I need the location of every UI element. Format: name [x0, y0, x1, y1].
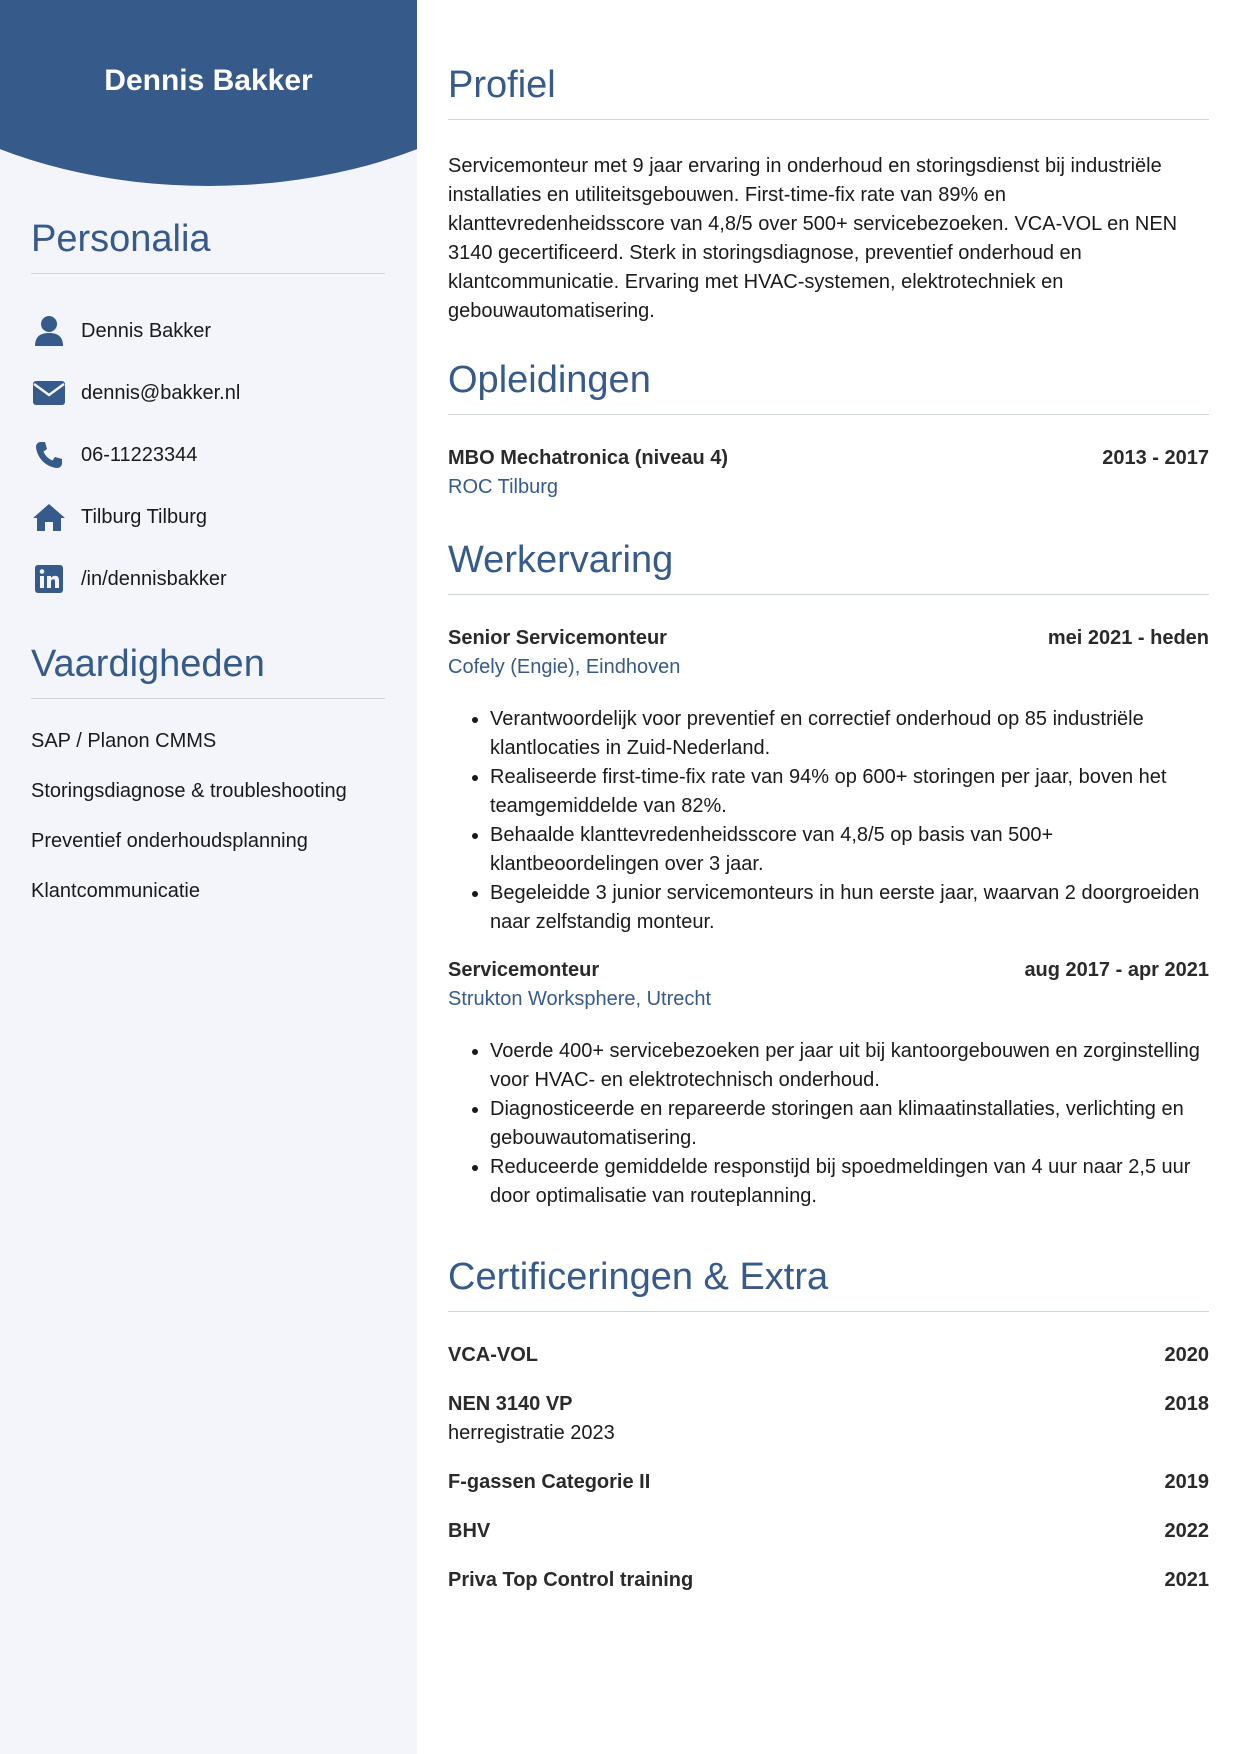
contact-name-text: Dennis Bakker: [81, 319, 212, 342]
experience-header: [448, 627, 1209, 650]
experience-period: aug 2017 - apr 2021: [1024, 959, 1209, 981]
experience-entry: [448, 959, 1209, 1211]
sidebar: [0, 0, 417, 1754]
skill-item: Klantcommunicatie: [31, 880, 200, 902]
cert-entry: [448, 1569, 1209, 1592]
experience-section: [448, 539, 1209, 1211]
cert-name: F-gassen Categorie II: [448, 1471, 651, 1493]
contact-linkedin-text[interactable]: /in/dennisbakker: [81, 567, 227, 590]
experience-company: Cofely (Engie), Eindhoven: [448, 656, 681, 678]
profile-section: [448, 64, 1209, 326]
education-period: 2013 - 2017: [1102, 447, 1209, 469]
personalia-title: Personalia: [31, 218, 385, 274]
education-degree: MBO Mechatronica (niveau 4): [448, 447, 729, 469]
bullet-item: • Behaalde klanttevredenheidsscore van 4,8/5 op basis van 500+ klantbeoordelingen over 3 jaar.: [490, 821, 1209, 879]
home-icon: [31, 499, 67, 535]
cert-name: BHV: [448, 1520, 491, 1542]
bullet-item: • Realiseerde first-time-fix rate van 94% op 600+ storingen per jaar, boven het teamgemiddelde van 82%.: [490, 763, 1209, 821]
cert-name: Priva Top Control training: [448, 1569, 694, 1591]
cert-year: 2021: [1164, 1569, 1209, 1591]
skill-item: Storingsdiagnose & troubleshooting: [31, 780, 347, 802]
skills-title: Vaardigheden: [31, 643, 385, 699]
cert-name: VCA-VOL: [448, 1344, 538, 1366]
experience-role: Servicemonteur: [448, 959, 600, 981]
experience-entry: [448, 627, 1209, 937]
contact-email-text[interactable]: dennis@bakker.nl: [81, 381, 241, 404]
education-school: ROC Tilburg: [448, 476, 559, 498]
cert-row: [448, 1393, 1209, 1416]
contact-phone: [31, 424, 385, 486]
person-icon: [31, 313, 67, 349]
education-header: [448, 447, 1209, 470]
candidate-name: Dennis Bakker: [104, 64, 313, 97]
cert-year: 2020: [1164, 1344, 1209, 1366]
contact-address: [31, 486, 385, 548]
bullet-item: • Begeleidde 3 junior servicemonteurs in hun eerste jaar, waarvan 2 doorgroeiden naar zelfstandig monteur.: [490, 879, 1209, 937]
skills-section: [31, 643, 385, 929]
contact-linkedin: [31, 548, 385, 610]
experience-company: Strukton Worksphere, Utrecht: [448, 988, 712, 1010]
contact-name: [31, 300, 385, 362]
skill-list: [31, 729, 385, 929]
experience-period: mei 2021 - heden: [1047, 627, 1209, 649]
contact-address-text: Tilburg Tilburg: [81, 505, 207, 528]
profile-title: Profiel: [448, 64, 1209, 120]
contact-email: [31, 362, 385, 424]
linkedin-icon: [31, 561, 67, 597]
skill-item: SAP / Planon CMMS: [31, 730, 217, 752]
experience-role: Senior Servicemonteur: [448, 627, 667, 649]
cert-entry: [448, 1520, 1209, 1543]
cert-row: [448, 1569, 1209, 1592]
cert-name: NEN 3140 VP: [448, 1393, 573, 1415]
cert-row: [448, 1344, 1209, 1367]
education-section: [448, 359, 1209, 499]
personalia-section: [31, 218, 385, 610]
cert-row: [448, 1471, 1209, 1494]
cert-year: 2022: [1164, 1520, 1209, 1542]
contact-list: [31, 300, 385, 610]
experience-bullets: [448, 705, 1209, 937]
cert-entry: [448, 1344, 1209, 1367]
experience-header: [448, 959, 1209, 982]
profile-text: Servicemonteur met 9 jaar ervaring in onderhoud en storingsdienst bij industriële installaties en utiliteitsgebouwen. First-time-fix rate van 89% en klanttevredenheidsscore van 4,8/5 over 500+ servicebezoeken. VCA-VOL en NEN 3140 gecertificeerd. Sterk in storingsdiagnose, preventief onderhoud en klantcommunicatie. Ervaring met HVAC-systemen, elektrotechniek en gebouwautomatisering.: [448, 155, 1178, 322]
experience-bullets: [448, 1037, 1209, 1211]
bullet-item: • Reduceerde gemiddelde responstijd bij spoedmeldingen van 4 uur naar 2,5 uur door optimalisatie van routeplanning.: [490, 1153, 1209, 1211]
bullet-item: • Diagnosticeerde en repareerde storingen aan klimaatinstallaties, verlichting en gebouwautomatisering.: [490, 1095, 1209, 1153]
cert-entry: [448, 1393, 1209, 1445]
cert-note: herregistratie 2023: [448, 1422, 615, 1444]
education-entry: [448, 447, 1209, 499]
bullet-item: • Verantwoordelijk voor preventief en correctief onderhoud op 85 industriële klantlocaties in Zuid-Nederland.: [490, 705, 1209, 763]
education-title: Opleidingen: [448, 359, 1209, 415]
skill-item: Preventief onderhoudsplanning: [31, 830, 308, 852]
cert-year: 2018: [1164, 1393, 1209, 1415]
cert-row: [448, 1520, 1209, 1543]
experience-title: Werkervaring: [448, 539, 1209, 595]
contact-phone-text[interactable]: 06-11223344: [81, 443, 198, 466]
bullet-item: • Voerde 400+ servicebezoeken per jaar uit bij kantoorgebouwen en zorginstelling voor HVAC- en elektrotechnisch onderhoud.: [490, 1037, 1209, 1095]
cert-entry: [448, 1471, 1209, 1494]
cert-year: 2019: [1164, 1471, 1209, 1493]
certifications-title: Certificeringen & Extra: [448, 1256, 1209, 1312]
envelope-icon: [31, 375, 67, 411]
certifications-section: [448, 1256, 1209, 1592]
phone-icon: [31, 437, 67, 473]
